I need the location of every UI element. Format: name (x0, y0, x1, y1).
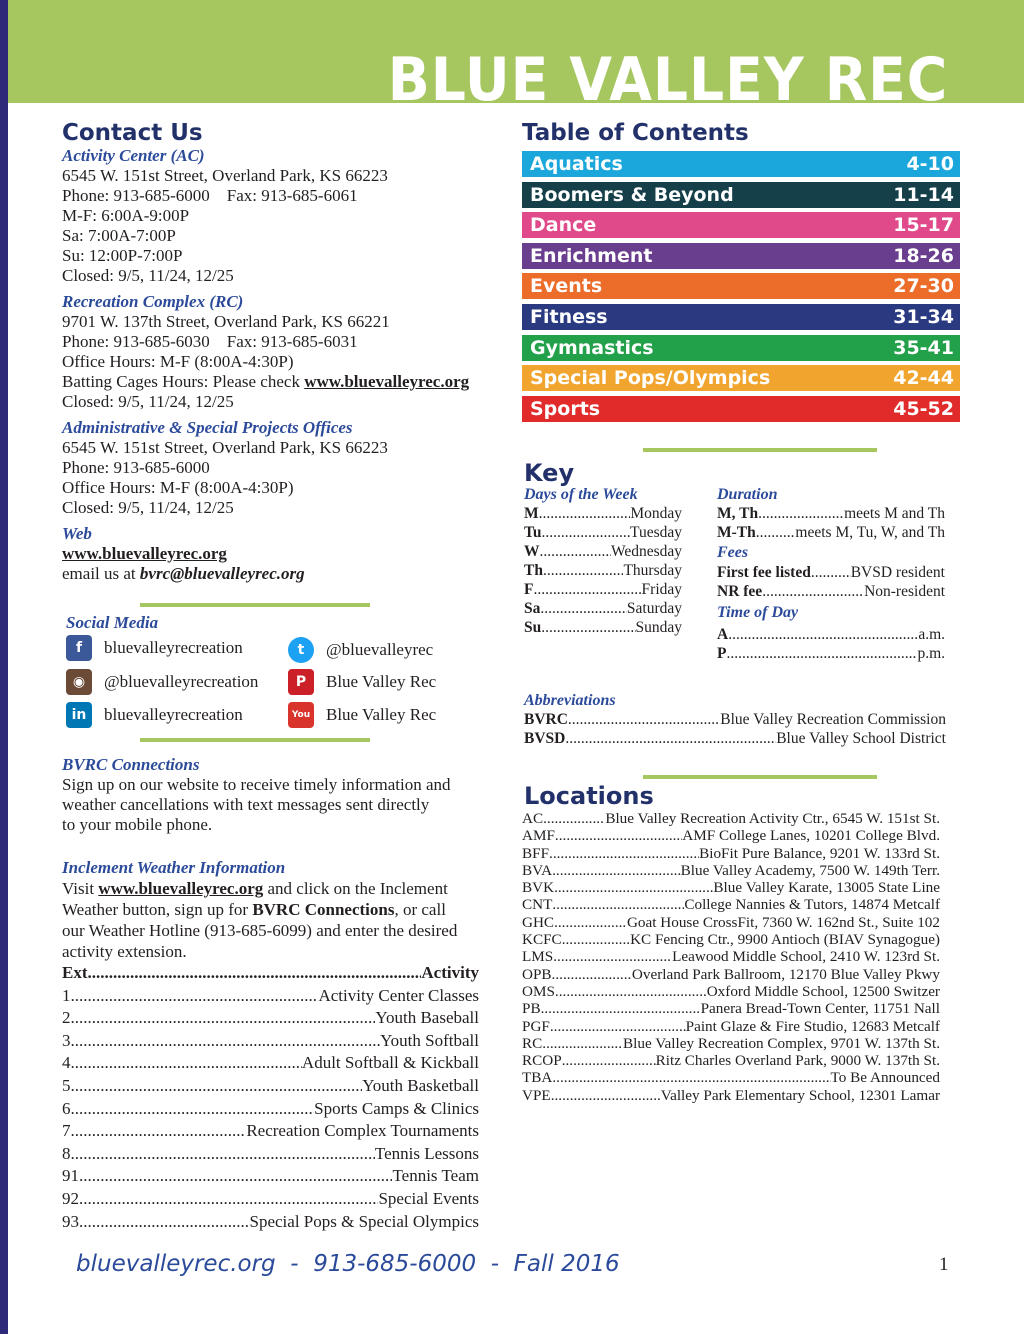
day-row (524, 599, 682, 618)
extension-row (62, 985, 479, 1008)
leader-dots (552, 1069, 830, 1086)
toc-item-name: Fitness (530, 306, 608, 328)
extension-number: 93 (62, 1211, 79, 1231)
linkedin-icon: in (66, 702, 92, 728)
abbr-row-value: Blue Valley Recreation Commission (720, 711, 946, 728)
leader-dots (71, 1052, 302, 1075)
day-row-value: Monday (630, 505, 682, 522)
admin-line: 6545 W. 151st Street, Overland Park, KS 66223 (62, 438, 388, 457)
weather-text: activity extension. (62, 942, 187, 961)
extension-activity: Youth Basketball (362, 1075, 479, 1095)
extension-number: 6 (62, 1098, 71, 1118)
fee-row-key: NR fee (717, 583, 763, 600)
leader-dots (541, 618, 635, 637)
day-row (524, 523, 682, 542)
admin-line: Phone: 913-685-6000 (62, 458, 210, 477)
weather-link[interactable]: www.bluevalleyrec.org (98, 879, 264, 898)
duration-row (717, 504, 945, 523)
time-row-value: p.m. (917, 645, 945, 662)
leader-dots (550, 1018, 686, 1035)
day-row (524, 561, 682, 580)
location-row (522, 1052, 940, 1069)
pinterest-icon: P (288, 669, 314, 695)
day-row-value: Saturday (626, 600, 682, 617)
connections-title: BVRC Connections (62, 755, 200, 774)
admin-line: Office Hours: M-F (8:00A-4:30P) (62, 478, 294, 497)
location-row (522, 1018, 940, 1035)
location-row-value: Oxford Middle School, 12500 Switzer (706, 982, 940, 1000)
page-number: 1 (939, 1254, 949, 1275)
location-row-key: BVK (522, 879, 555, 897)
day-row-value: Thursday (623, 562, 682, 579)
location-row-value: To Be Announced (830, 1069, 940, 1087)
location-row-key: LMS (522, 948, 554, 966)
duration-row (717, 523, 945, 542)
location-row (522, 810, 940, 827)
location-row (522, 862, 940, 879)
leader-dots (71, 1030, 381, 1053)
leader-dots (533, 580, 641, 599)
extension-row (62, 1165, 479, 1188)
divider (643, 775, 877, 779)
location-row (522, 914, 940, 931)
leader-dots (562, 931, 630, 948)
leader-dots (568, 710, 720, 729)
toc-item-pages: 4-10 (906, 153, 954, 175)
social-linkedin[interactable] (66, 702, 243, 728)
extension-activity: Youth Softball (380, 1030, 479, 1050)
location-row-key: CNT (522, 896, 553, 914)
location-row-value: Leawood Middle School, 2410 W. 123rd St. (672, 948, 940, 966)
time-row-key: P (717, 645, 727, 662)
location-row-key: RC (522, 1034, 543, 1052)
toc-item-name: Dance (530, 214, 597, 237)
ext-header-left: Ext. (62, 963, 92, 982)
location-row-value: Blue Valley Recreation Activity Ctr., 6545 W. 151st St. (605, 810, 940, 827)
facebook-icon: f (66, 635, 92, 661)
toc-item-name: Sports (530, 397, 601, 420)
key-days (524, 485, 682, 637)
page-title: BLUE VALLEY REC (387, 45, 948, 115)
duration-row-key: M, Th (717, 505, 759, 522)
social-facebook[interactable] (66, 635, 243, 661)
ac-line: Su: 12:00P-7:00P (62, 246, 183, 265)
extension-activity: Recreation Complex Tournaments (246, 1121, 479, 1141)
leader-dots (542, 1035, 623, 1052)
weather-text: and click on the Inclement (263, 879, 448, 898)
leader-dots (756, 523, 796, 542)
abbr-row-value: Blue Valley School District (776, 730, 946, 747)
toc-item-pages: 27-30 (893, 275, 954, 298)
weather-title: Inclement Weather Information (62, 858, 286, 877)
toc-item-pages: 45-52 (893, 397, 954, 420)
email-prefix: email us at (62, 564, 140, 583)
location-row (522, 1069, 940, 1086)
leader-dots (71, 1007, 376, 1030)
toc-item-pages: 18-26 (893, 244, 954, 267)
fee-row (717, 563, 945, 582)
leader-dots (552, 966, 632, 983)
divider (643, 448, 877, 452)
weather-text: Weather button, sign up for (62, 900, 253, 919)
leader-dots (758, 504, 844, 523)
toc-item-pages: 35-41 (893, 336, 954, 359)
leader-dots (562, 1052, 656, 1069)
abbr-row (524, 710, 946, 729)
leader-dots (554, 914, 627, 931)
email-line (62, 564, 512, 584)
divider (140, 603, 370, 607)
youtube-handle: Blue Valley Rec (326, 705, 437, 724)
toc-item-pages: 31-34 (893, 306, 954, 328)
locations-list (522, 810, 940, 1104)
location-row-key: PGF (522, 1017, 550, 1035)
location-row-value: Blue Valley Karate, 13005 State Line (713, 879, 940, 897)
extension-number: 91 (62, 1166, 79, 1186)
social-youtube[interactable] (288, 702, 436, 728)
key-abbreviations (524, 691, 946, 748)
leader-dots (71, 1098, 315, 1121)
weather-visit: Visit (62, 879, 99, 898)
leader-dots (543, 561, 623, 580)
connections-line: weather cancellations with text messages sent directly (62, 795, 430, 814)
leader-dots (551, 1087, 661, 1104)
day-row-key: F (524, 581, 534, 598)
toc-heading: Table of Contents (522, 120, 749, 146)
social-instagram[interactable] (66, 669, 258, 695)
location-row-value: Blue Valley Recreation Complex, 9701 W. 137th St. (623, 1034, 940, 1052)
extension-number: 3 (62, 1030, 71, 1050)
toc-item-pages: 11-14 (893, 183, 954, 206)
linkedin-handle: bluevalleyrecreation (104, 705, 243, 724)
leader-dots (541, 1000, 701, 1017)
ac-line: Closed: 9/5, 11/24, 12/25 (62, 266, 234, 285)
location-row (522, 948, 940, 965)
left-edge-stripe (0, 0, 8, 1334)
day-row-value: Tuesday (630, 524, 682, 541)
ext-header-right: Activity (421, 963, 479, 982)
instagram-handle: @bluevalleyrecreation (104, 672, 259, 691)
day-row-value: Friday (641, 581, 682, 598)
location-row-value: Overland Park Ballroom, 12170 Blue Valley Pkwy (631, 965, 940, 983)
ac-lines (62, 166, 512, 286)
time-row (717, 625, 945, 644)
extension-header (62, 962, 479, 985)
leader-dots (79, 1211, 250, 1234)
location-row-value: Paint Glaze & Fire Studio, 12683 Metcalf (685, 1017, 940, 1035)
bvrc-connections (62, 755, 512, 835)
ac-line: M-F: 6:00A-9:00P (62, 206, 190, 225)
toc-item-events[interactable] (522, 273, 960, 299)
leader-dots (71, 1075, 363, 1098)
location-row-value: Valley Park Elementary School, 12301 Lamar (660, 1086, 940, 1104)
leader-dots (71, 985, 319, 1008)
location-row (522, 879, 940, 896)
connections-line: Sign up on our website to receive timely information and (62, 775, 451, 794)
day-row-key: Th (524, 562, 543, 579)
leader-dots (71, 1120, 247, 1143)
toc-item-boomers-beyond[interactable] (522, 182, 960, 208)
leader-dots (565, 729, 776, 748)
pinterest-handle: Blue Valley Rec (326, 672, 437, 691)
duration-title: Duration (717, 486, 778, 503)
location-row-value: KC Fencing Ctr., 9900 Antioch (BIAV Synagogue) (630, 931, 940, 949)
time-row-key: A (717, 626, 729, 643)
abbr-row-key: BVRC (524, 711, 568, 728)
email-link[interactable]: bvrc@bluevalleyrec.org (139, 564, 305, 583)
location-row-key: PB (522, 1000, 541, 1018)
toc-item-name: Gymnastics (530, 336, 654, 359)
weather-text: our Weather Hotline (913-685-6099) and enter the desired (62, 921, 458, 940)
leader-dots (549, 845, 699, 862)
rc-batting-text: Batting Cages Hours: Please check (62, 372, 305, 391)
location-row-value: BioFit Pure Balance, 9201 W. 133rd St. (699, 844, 940, 862)
extension-number: 7 (62, 1121, 71, 1141)
location-row-value: Goat House CrossFit, 7360 W. 162nd St., Suite 102 (626, 913, 940, 931)
rc-line: Phone: 913-685-6030 Fax: 913-685-6031 (62, 332, 358, 351)
leader-dots (552, 896, 684, 913)
leader-dots (552, 862, 681, 879)
extension-activity: Special Pops & Special Olympics (249, 1211, 479, 1231)
youtube-icon: You (288, 702, 314, 728)
location-row-key: GHC (522, 913, 555, 931)
toc-item-pages: 42-44 (893, 367, 954, 390)
extension-number: 4 (62, 1053, 71, 1073)
abbr-row-key: BVSD (524, 730, 566, 747)
days-title: Days of the Week (524, 486, 638, 503)
fee-row-value: Non-resident (864, 583, 945, 600)
location-row-value: Panera Bread-Town Center, 11751 Nall (700, 1000, 940, 1018)
connections-line: to your mobile phone. (62, 815, 213, 834)
extension-row (62, 1007, 479, 1030)
leader-dots (811, 563, 851, 582)
location-row (522, 845, 940, 862)
key-right (717, 485, 945, 663)
ac-title: Activity Center (AC) (62, 146, 205, 165)
location-row-value: Ritz Charles Overland Park, 9000 W. 137th St. (655, 1052, 940, 1070)
extension-activity: Tennis Team (392, 1166, 479, 1186)
locations-heading: Locations (524, 782, 654, 810)
toc-item-fitness[interactable] (522, 304, 960, 330)
contact-admin-offices (62, 418, 512, 518)
location-row (522, 966, 940, 983)
location-row (522, 896, 940, 913)
rc-closed: Closed: 9/5, 11/24, 12/25 (62, 392, 234, 411)
fee-row (717, 582, 945, 601)
ac-line: Sa: 7:00A-7:00P (62, 226, 176, 245)
extension-row (62, 1075, 479, 1098)
extension-number: 92 (62, 1188, 79, 1208)
ac-line: Phone: 913-685-6000 Fax: 913-685-6061 (62, 186, 358, 205)
location-row (522, 931, 940, 948)
extension-number: 1 (62, 985, 71, 1005)
social-twitter[interactable] (288, 637, 433, 663)
extension-number: 8 (62, 1143, 71, 1163)
twitter-handle: @bluevalleyrec (326, 640, 434, 659)
extension-table (62, 962, 479, 1233)
leader-dots (728, 625, 918, 644)
location-row-key: BVA (522, 861, 553, 879)
contact-heading: Contact Us (62, 120, 203, 146)
social-heading: Social Media (66, 613, 159, 632)
leader-dots (540, 599, 627, 618)
day-row (524, 580, 682, 599)
location-row-value: College Nannies & Tutors, 14874 Metcalf (684, 896, 940, 914)
inclement-weather (62, 858, 502, 1233)
duration-row-value: meets M, Tu, W, and Th (795, 524, 945, 541)
day-row-value: Sunday (635, 619, 682, 636)
duration-row-key: M-Th (717, 524, 756, 541)
leader-dots (79, 1165, 392, 1188)
duration-row-value: meets M and Th (844, 505, 945, 522)
location-row (522, 827, 940, 844)
leader-dots (762, 582, 864, 601)
fees-title: Fees (717, 544, 749, 561)
location-row-key: TBA (522, 1069, 553, 1087)
toc-item-name: Enrichment (530, 244, 653, 267)
extension-activity: Activity Center Classes (318, 985, 479, 1005)
leader-dots (539, 504, 631, 523)
weather-connections-bold: BVRC Connections (252, 900, 395, 919)
day-row (524, 504, 682, 523)
toc-item-special-pops-olympics[interactable] (522, 365, 960, 391)
leader-dots (542, 523, 630, 542)
location-row-key: RCOP (522, 1052, 562, 1070)
admin-title: Administrative & Special Projects Offices (62, 418, 353, 437)
location-row-key: AC (522, 810, 544, 827)
leader-dots (553, 948, 672, 965)
leader-dots (543, 810, 605, 827)
day-row-key: Sa (524, 600, 541, 617)
extension-row (62, 1120, 479, 1143)
toc-item-name: Special Pops/Olympics (530, 367, 771, 390)
toc-item-name: Aquatics (530, 153, 623, 175)
location-row-key: VPE (522, 1086, 551, 1104)
toc-item-pages: 15-17 (893, 214, 954, 237)
contact-activity-center (62, 146, 512, 286)
day-row-key: M (524, 505, 539, 522)
rc-line: Office Hours: M-F (8:00A-4:30P) (62, 352, 294, 371)
facebook-handle: bluevalleyrecreation (104, 638, 243, 657)
day-row-value: Wednesday (610, 543, 682, 560)
rc-batting-line (62, 372, 512, 392)
contact-web (62, 524, 512, 584)
location-row-key: AMF (522, 827, 555, 845)
location-row-key: OPB (522, 965, 552, 983)
toc-item-name: Boomers & Beyond (530, 183, 734, 206)
day-row-key: Tu (524, 524, 542, 541)
extension-row (62, 1030, 479, 1053)
admin-line: Closed: 9/5, 11/24, 12/25 (62, 498, 234, 517)
web-link[interactable]: www.bluevalleyrec.org (62, 544, 227, 563)
location-row (522, 983, 940, 1000)
extension-activity: Special Events (378, 1188, 479, 1208)
toc-item-aquatics[interactable] (522, 151, 960, 177)
key-heading: Key (524, 459, 575, 487)
extension-row (62, 1143, 479, 1166)
location-row-key: KCFC (522, 931, 562, 949)
leader-dots (726, 644, 917, 663)
extension-number: 2 (62, 1008, 71, 1028)
location-row-key: BFF (522, 844, 550, 862)
extension-row (62, 1052, 479, 1075)
footer-text: bluevalleyrec.org - 913-685-6000 - Fall 2016 (76, 1251, 620, 1277)
header-banner (8, 0, 1024, 115)
fee-row-value: BVSD resident (850, 564, 945, 581)
leader-dots (554, 879, 713, 896)
abbr-row (524, 729, 946, 748)
rc-website-link[interactable]: www.bluevalleyrec.org (304, 372, 470, 391)
instagram-icon: ◉ (66, 669, 92, 695)
extension-activity: Youth Baseball (375, 1008, 479, 1028)
social-pinterest[interactable] (288, 669, 436, 695)
toc-item-name: Events (530, 275, 603, 298)
location-row (522, 1087, 940, 1104)
abbr-title: Abbreviations (524, 692, 616, 709)
rc-line: 9701 W. 137th Street, Overland Park, KS 66221 (62, 312, 390, 331)
time-title: Time of Day (717, 604, 799, 621)
day-row-key: W (524, 543, 540, 560)
day-row-key: Su (524, 619, 542, 636)
location-row (522, 1035, 940, 1052)
time-row-value: a.m. (918, 626, 945, 643)
fee-row-key: First fee listed (717, 564, 811, 581)
leader-dots (555, 827, 682, 844)
location-row-value: Blue Valley Academy, 7500 W. 149th Terr. (680, 861, 940, 879)
day-row (524, 542, 682, 561)
web-title: Web (62, 524, 92, 543)
extension-row (62, 1211, 479, 1234)
leader-dots (555, 983, 707, 1000)
ac-line: 6545 W. 151st Street, Overland Park, KS 66223 (62, 166, 388, 185)
location-row (522, 1000, 940, 1017)
contact-recreation-complex (62, 292, 512, 412)
leader-dots (71, 1143, 375, 1166)
toc-item-sports[interactable] (522, 396, 960, 422)
toc-item-gymnastics[interactable] (522, 335, 960, 361)
rc-title: Recreation Complex (RC) (62, 292, 244, 311)
day-row (524, 618, 682, 637)
extension-row (62, 1188, 479, 1211)
leader-dots (540, 542, 611, 561)
toc-item-enrichment[interactable] (522, 243, 960, 269)
twitter-icon: t (288, 637, 314, 663)
extension-activity: Tennis Lessons (374, 1143, 479, 1163)
extension-number: 5 (62, 1075, 71, 1095)
extension-activity: Sports Camps & Clinics (314, 1098, 479, 1118)
toc-item-dance[interactable] (522, 212, 960, 238)
extension-activity: Adult Softball & Kickball (301, 1053, 479, 1073)
leader-dots (79, 1188, 378, 1211)
time-row (717, 644, 945, 663)
extension-row (62, 1098, 479, 1121)
location-row-key: OMS (522, 982, 555, 1000)
location-row-value: AMF College Lanes, 10201 College Blvd. (682, 827, 940, 845)
divider (140, 738, 370, 742)
weather-text: , or call (394, 900, 446, 919)
